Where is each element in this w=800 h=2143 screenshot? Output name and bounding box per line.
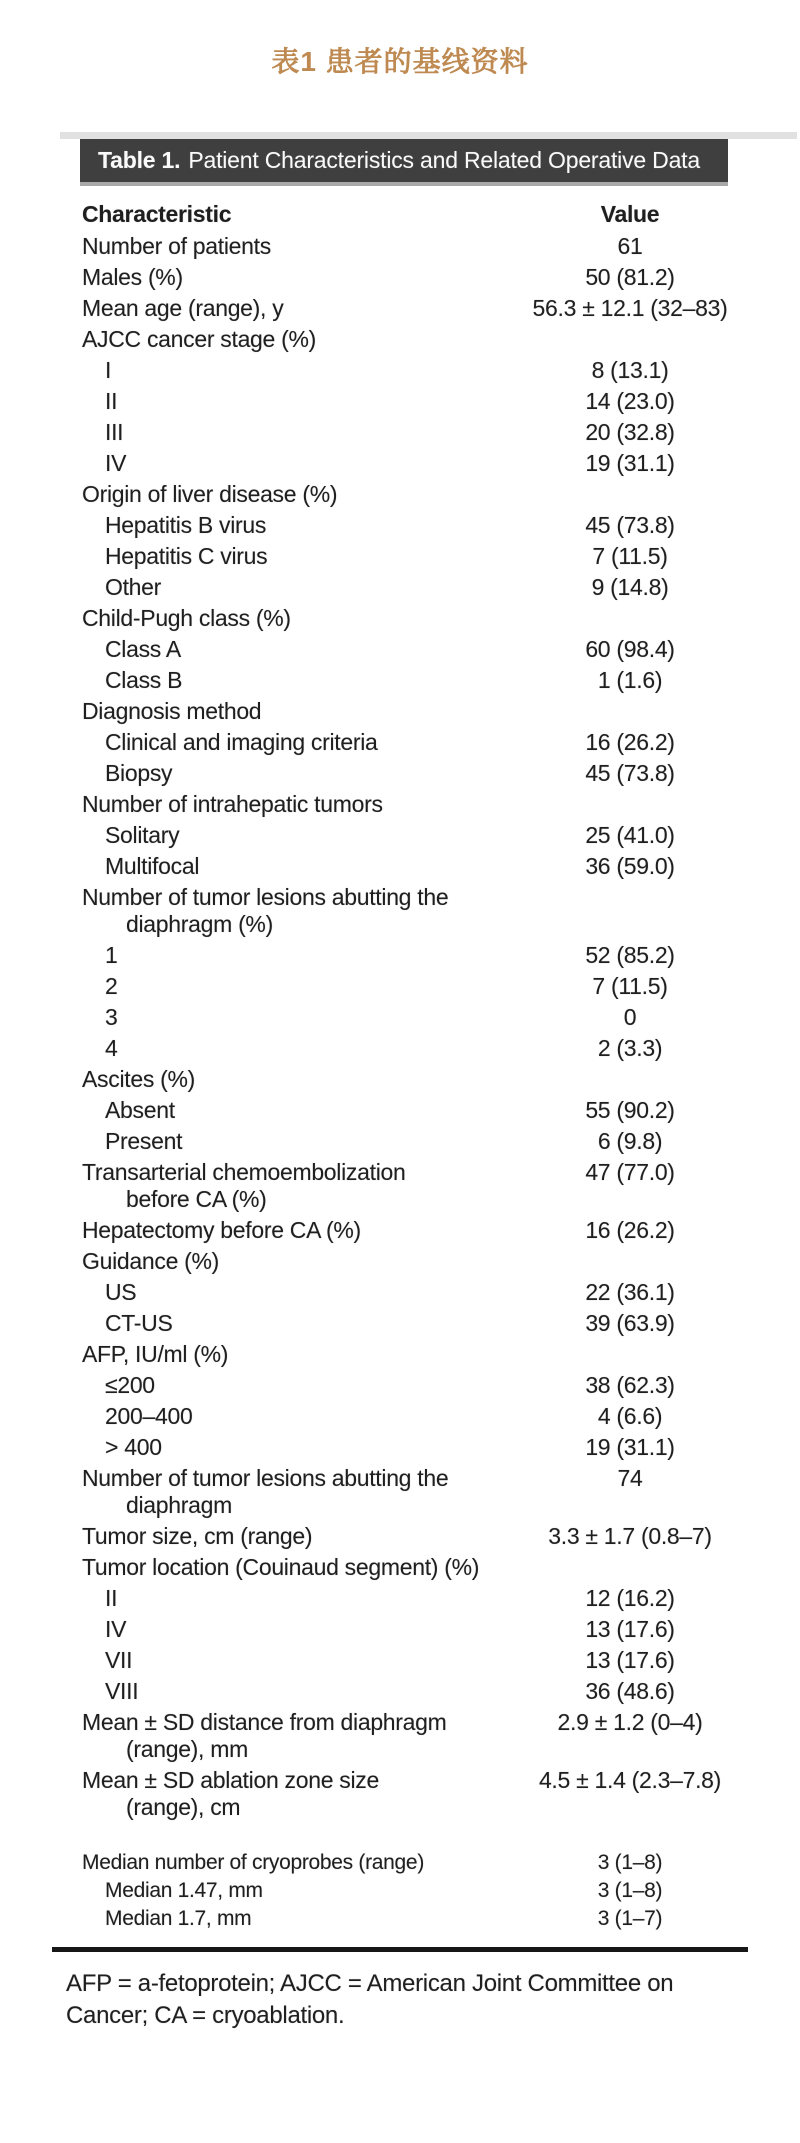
table-row: [82, 541, 770, 572]
table-row: [82, 1064, 770, 1095]
row-label: [82, 1372, 490, 1399]
table-row: [82, 448, 770, 479]
row-label-text: Mean age (range), y: [82, 295, 284, 321]
row-label: [82, 1709, 490, 1763]
row-label-text: Number of tumor lesions abutting the: [82, 1465, 449, 1491]
row-label: [82, 1465, 490, 1519]
table-row: [82, 603, 770, 634]
table-row: [82, 1676, 770, 1707]
row-value: 47 (77.0): [585, 1159, 675, 1185]
row-label: [82, 233, 490, 260]
row-label-text: Median 1.7, mm: [105, 1907, 252, 1930]
row-value: 56.3 ± 12.1 (32–83): [532, 295, 728, 321]
row-label-text: Number of intrahepatic tumors: [82, 791, 383, 817]
row-label-text: Hepatitis B virus: [105, 512, 267, 538]
row-value: 19 (31.1): [585, 1434, 675, 1460]
column-header-row: [82, 199, 770, 230]
row-label-text: II: [105, 1585, 118, 1611]
row-label: [82, 853, 490, 880]
table-row: [82, 1849, 770, 1877]
table-row: [82, 1126, 770, 1157]
row-label-text: Mean ± SD distance from diaphragm: [82, 1709, 447, 1735]
footnote: [66, 1968, 772, 2032]
row-label-text: AJCC cancer stage (%): [82, 326, 316, 352]
table-row: [82, 324, 770, 355]
row-label: [82, 1159, 490, 1213]
table: [66, 199, 770, 2032]
table-row: [82, 1002, 770, 1033]
row-label: [82, 636, 490, 663]
row-label: [82, 1554, 490, 1581]
table-row: [82, 882, 770, 940]
table-row: [82, 572, 770, 603]
row-value: 52 (85.2): [585, 942, 675, 968]
row-label: [82, 1097, 490, 1124]
row-value: 60 (98.4): [585, 636, 675, 662]
row-value: 13 (17.6): [585, 1616, 675, 1642]
row-label: [82, 1310, 490, 1337]
row-value: 4.5 ± 1.4 (2.3–7.8): [538, 1767, 722, 1793]
row-value: 38 (62.3): [585, 1372, 675, 1398]
row-value: 45 (73.8): [585, 512, 675, 538]
row-label-text: Males (%): [82, 264, 183, 290]
row-value: 16 (26.2): [585, 729, 675, 755]
row-label: [82, 791, 490, 818]
row-label: [82, 884, 490, 938]
row-label: [82, 1767, 490, 1821]
row-label-text: Mean ± SD ablation zone size: [82, 1767, 380, 1793]
scan-edge-strip: [60, 132, 797, 139]
footnote-line-1: AFP = a-fetoprotein; AJCC = American Joint Committee on: [66, 1970, 674, 1997]
row-label-text: > 400: [105, 1434, 162, 1460]
row-value: 2 (3.3): [597, 1035, 663, 1061]
row-value: 25 (41.0): [585, 822, 675, 848]
row-value: 22 (36.1): [585, 1279, 675, 1305]
row-value: 2.9 ± 1.2 (0–4): [557, 1709, 703, 1735]
table-row: [82, 1877, 770, 1905]
table-row: [82, 1463, 770, 1521]
row-label-text: Hepatitis C virus: [105, 543, 268, 569]
row-label-text: Ascites (%): [82, 1066, 195, 1092]
row-label: [82, 822, 490, 849]
row-label-text: II: [105, 388, 118, 414]
row-label-text: Present: [105, 1128, 183, 1154]
row-label: [82, 605, 490, 632]
row-label: [82, 1906, 490, 1932]
row-label: [82, 388, 490, 415]
row-label: [82, 1678, 490, 1705]
row-label-text: Number of tumor lesions abutting the: [82, 884, 449, 910]
row-label-text: Diagnosis method: [82, 698, 262, 724]
row-label-text: 1: [105, 942, 118, 968]
row-label: [82, 1004, 490, 1031]
column-header-characteristic: Characteristic: [82, 201, 232, 227]
row-value: 12 (16.2): [585, 1585, 675, 1611]
row-label: [82, 1434, 490, 1461]
row-label: [82, 264, 490, 291]
row-value: 39 (63.9): [585, 1310, 675, 1336]
table-row: [82, 634, 770, 665]
row-label-continuation: diaphragm: [126, 1492, 232, 1518]
row-label-text: Child-Pugh class (%): [82, 605, 291, 631]
row-label: [82, 1128, 490, 1155]
table-row: [82, 1521, 770, 1552]
row-label-text: Number of patients: [82, 233, 271, 259]
table-caption-text: Patient Characteristics and Related Operative Data: [188, 147, 700, 173]
table-row: [82, 1552, 770, 1583]
row-value: 6 (9.8): [597, 1128, 663, 1154]
row-label-text: 4: [105, 1035, 118, 1061]
row-label: [82, 942, 490, 969]
row-label: [82, 543, 490, 570]
table-row: [82, 1583, 770, 1614]
row-value: 7 (11.5): [592, 543, 668, 569]
row-value: 55 (90.2): [585, 1097, 675, 1123]
table-row: [82, 1707, 770, 1765]
row-label-continuation: (range), cm: [126, 1794, 241, 1820]
row-value: 1 (1.6): [597, 667, 663, 693]
row-label: [82, 574, 490, 601]
row-value: 9 (14.8): [591, 574, 669, 600]
row-label: [82, 1035, 490, 1062]
table-row: [82, 1277, 770, 1308]
row-label-text: IV: [105, 1616, 127, 1642]
row-label: [82, 1647, 490, 1674]
footnote-line-2: Cancer; CA = cryoablation.: [66, 2002, 345, 2029]
row-value: 19 (31.1): [585, 450, 675, 476]
row-value: 13 (17.6): [585, 1647, 675, 1673]
row-label-text: Tumor location (Couinaud segment) (%): [82, 1554, 480, 1580]
row-label-text: III: [105, 419, 124, 445]
table-row: [82, 1645, 770, 1676]
table-row: [82, 789, 770, 820]
row-label: [82, 1217, 490, 1244]
table-row: [82, 417, 770, 448]
row-value: 3 (1–8): [597, 1851, 663, 1874]
row-label-text: AFP, IU/ml (%): [82, 1341, 229, 1367]
row-value: 8 (13.1): [591, 357, 669, 383]
table-row: [82, 1246, 770, 1277]
row-label-continuation: (range), mm: [126, 1736, 248, 1762]
table-row: [82, 1157, 770, 1215]
row-label-text: VII: [105, 1647, 133, 1673]
row-label-text: VIII: [105, 1678, 139, 1704]
row-label: [82, 729, 490, 756]
row-label-text: Median number of cryoprobes (range): [82, 1851, 425, 1874]
row-label-text: Guidance (%): [82, 1248, 220, 1274]
row-label: [82, 481, 490, 508]
table-row: [82, 727, 770, 758]
row-label-text: 2: [105, 973, 118, 999]
row-value: 36 (59.0): [585, 853, 675, 879]
row-label: [82, 1878, 490, 1904]
row-value: 0: [623, 1004, 637, 1030]
table-row: [82, 1033, 770, 1064]
row-label-text: Hepatectomy before CA (%): [82, 1217, 361, 1243]
table-row: [82, 1215, 770, 1246]
row-label-text: ≤200: [105, 1372, 155, 1398]
row-label: [82, 760, 490, 787]
row-label: [82, 1616, 490, 1643]
row-value: 45 (73.8): [585, 760, 675, 786]
table-row: [82, 940, 770, 971]
row-value: 74: [617, 1465, 643, 1491]
table-row: [82, 1905, 770, 1933]
row-label-text: I: [105, 357, 112, 383]
row-label-text: Other: [105, 574, 162, 600]
row-label-text: Biopsy: [105, 760, 173, 786]
row-value: 3 (1–7): [597, 1907, 663, 1930]
row-label-text: US: [105, 1279, 137, 1305]
row-label: [82, 419, 490, 446]
row-label-continuation: diaphragm (%): [126, 911, 273, 937]
row-label: [82, 1585, 490, 1612]
table-bottom-rule: [52, 1947, 748, 1952]
row-value: 36 (48.6): [585, 1678, 675, 1704]
row-value: 14 (23.0): [585, 388, 675, 414]
row-value: 7 (11.5): [592, 973, 668, 999]
row-label: [82, 326, 490, 353]
table-row: [82, 971, 770, 1002]
row-label-text: Solitary: [105, 822, 180, 848]
table-row: [82, 479, 770, 510]
row-label-text: 3: [105, 1004, 118, 1030]
table-caption-bar: [80, 139, 728, 186]
table-row: [82, 1339, 770, 1370]
row-value: 50 (81.2): [585, 264, 675, 290]
row-label: [82, 512, 490, 539]
table-row: [82, 510, 770, 541]
table-row: [82, 386, 770, 417]
row-label: [82, 1403, 490, 1430]
column-header-value: Value: [600, 201, 660, 227]
row-label: [82, 1523, 490, 1550]
table-row: [82, 293, 770, 324]
row-label: [82, 1850, 490, 1876]
table-row: [82, 262, 770, 293]
row-label-text: CT-US: [105, 1310, 173, 1336]
row-label: [82, 1248, 490, 1275]
table-row: [82, 820, 770, 851]
row-label: [82, 667, 490, 694]
table-row: [82, 1614, 770, 1645]
row-label: [82, 1279, 490, 1306]
table-row: [82, 1370, 770, 1401]
table-row: [82, 231, 770, 262]
row-label-text: Tumor size, cm (range): [82, 1523, 313, 1549]
table-row: [82, 355, 770, 386]
row-label: [82, 698, 490, 725]
row-label-text: Class A: [105, 636, 181, 662]
row-label-text: Clinical and imaging criteria: [105, 729, 378, 755]
row-label-text: Median 1.47, mm: [105, 1879, 263, 1902]
row-value: 61: [617, 233, 643, 259]
table-row: [82, 696, 770, 727]
row-label-text: IV: [105, 450, 127, 476]
row-label-text: 200–400: [105, 1403, 193, 1429]
row-label-text: Absent: [105, 1097, 175, 1123]
row-value: 20 (32.8): [585, 419, 675, 445]
table-caption-prefix: Table 1.: [98, 147, 181, 173]
table-row: [82, 665, 770, 696]
table-rows: [82, 231, 770, 1933]
row-label: [82, 295, 490, 322]
row-label-text: Multifocal: [105, 853, 200, 879]
row-label-text: Transarterial chemoembolization: [82, 1159, 406, 1185]
table-row: [82, 1095, 770, 1126]
row-value: 3 (1–8): [597, 1879, 663, 1902]
table-row: [82, 1308, 770, 1339]
table-row: [82, 1401, 770, 1432]
row-label: [82, 357, 490, 384]
row-label: [82, 450, 490, 477]
row-label: [82, 1066, 490, 1093]
chinese-caption-title: 表1 患者的基线资料: [271, 46, 529, 77]
table-row: [82, 758, 770, 789]
row-label-text: Class B: [105, 667, 183, 693]
table-row: [82, 1432, 770, 1463]
table-row: [82, 851, 770, 882]
row-label: [82, 973, 490, 1000]
row-value: 3.3 ± 1.7 (0.8–7): [548, 1523, 712, 1549]
row-value: 4 (6.6): [597, 1403, 663, 1429]
row-value: 16 (26.2): [585, 1217, 675, 1243]
row-label-continuation: before CA (%): [126, 1186, 267, 1212]
table-row: [82, 1765, 770, 1823]
row-label-text: Origin of liver disease (%): [82, 481, 338, 507]
row-label: [82, 1341, 490, 1368]
